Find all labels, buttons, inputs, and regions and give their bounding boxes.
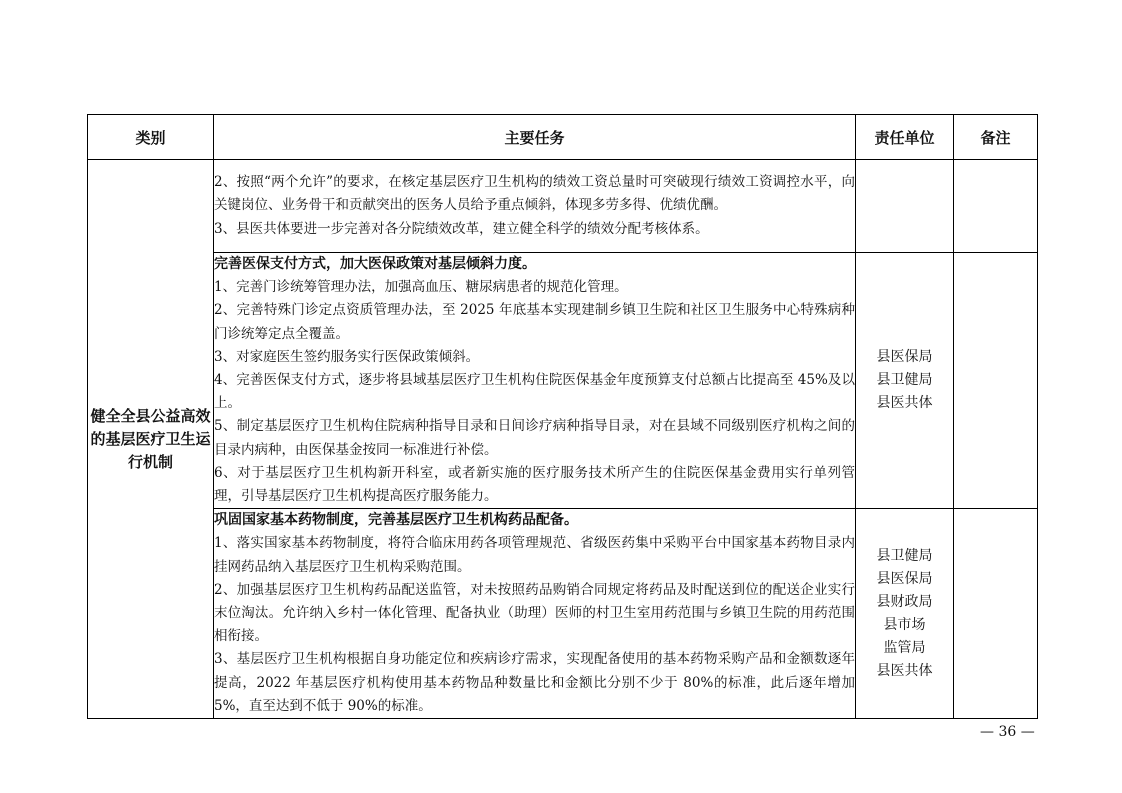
task-line: 1、落实国家基本药物制度，将符合临床用药各项管理规范、省级医药集中采购平台中国家基本药物目录内挂网药品纳入基层医疗卫生机构采购范围。: [214, 535, 855, 575]
task-line: 4、完善医保支付方式，逐步将县域基层医疗卫生机构住院医保基金年度预算支付总额占比提高至 45%及以上。: [214, 372, 855, 412]
header-row: [88, 115, 1038, 160]
unit-name: 县医保局: [876, 570, 933, 587]
unit-cell: [856, 160, 954, 253]
table-row: [88, 509, 1038, 719]
unit-name: 县财政局: [876, 593, 933, 610]
task-line: 3、基层医疗卫生机构根据自身功能定位和疾病诊疗需求，实现配备使用的基本药物采购产品和金额数逐年提高，2022 年基层医疗机构使用基本药物品种数量比和金额比分别不少于 80%的标准，此后逐年增加 5%，直至达到不低于 90%的标准。: [214, 651, 855, 714]
task-cell: [214, 509, 856, 719]
unit-name: 县医保局: [876, 349, 933, 366]
unit-name: 县市场: [883, 616, 926, 633]
note-cell: [954, 253, 1038, 509]
note-cell: [954, 160, 1038, 253]
unit-name: 县卫健局: [876, 372, 933, 389]
task-table: [87, 114, 1038, 719]
task-line: 3、县医共体要进一步完善对各分院绩效改革，建立健全科学的绩效分配考核体系。: [214, 220, 709, 237]
task-cell: [214, 160, 856, 253]
table-row: [88, 160, 1038, 253]
task-line: 2、加强基层医疗卫生机构药品配送监管，对未按照药品购销合同规定将药品及时配送到位的配送企业实行末位淘汰。允许纳入乡村一体化管理、配备执业（助理）医师的村卫生室用药范围与乡镇卫生院的用药范围相衔接。: [214, 581, 855, 645]
header-category: 类别: [88, 115, 214, 160]
unit-cell: [856, 253, 954, 509]
task-line: 2、按照“两个允许”的要求，在核定基层医疗卫生机构的绩效工资总量时可突破现行绩效工资调控水平，向关键岗位、业务骨干和贡献突出的医务人员给予重点倾斜，体现多劳多得、优绩优酬。: [214, 174, 855, 214]
header-tasks: 主要任务: [214, 115, 856, 160]
unit-name: 县卫健局: [876, 547, 933, 564]
task-line: 2、完善特殊门诊定点资质管理办法，至 2025 年底基本实现建制乡镇卫生院和社区卫生服务中心特殊病种门诊统筹定点全覆盖。: [214, 302, 855, 342]
task-line: 6、对于基层医疗卫生机构新开科室，或者新实施的医疗服务技术所产生的住院医保基金费用实行单列管理，引导基层医疗卫生机构提高医疗服务能力。: [214, 464, 855, 505]
unit-name: 县医共体: [876, 662, 933, 679]
task-line: 1、完善门诊统筹管理办法，加强高血压、糖尿病患者的规范化管理。: [214, 279, 628, 296]
table-row: [88, 253, 1038, 509]
task-heading: 巩固国家基本药物制度，完善基层医疗卫生机构药品配备。: [214, 512, 578, 529]
unit-name: 监管局: [883, 639, 926, 656]
category-cell: 健全全县公益高效的基层医疗卫生运行机制: [88, 160, 214, 719]
task-cell: [214, 253, 856, 509]
task-heading: 完善医保支付方式，加大医保政策对基层倾斜力度。: [214, 256, 536, 272]
task-line: 5、制定基层医疗卫生机构住院病种指导目录和日间诊疗病种指导目录，对在县域不同级别医疗机构之间的目录内病种，由医保基金按同一标准进行补偿。: [214, 418, 855, 458]
unit-cell: [856, 509, 954, 719]
header-unit: 责任单位: [856, 115, 954, 160]
unit-name: 县医共体: [876, 395, 933, 412]
page-number: — 36 —: [980, 724, 1035, 740]
task-line: 3、对家庭医生签约服务实行医保政策倾斜。: [214, 348, 480, 365]
note-cell: [954, 509, 1038, 719]
header-note: 备注: [954, 115, 1038, 160]
